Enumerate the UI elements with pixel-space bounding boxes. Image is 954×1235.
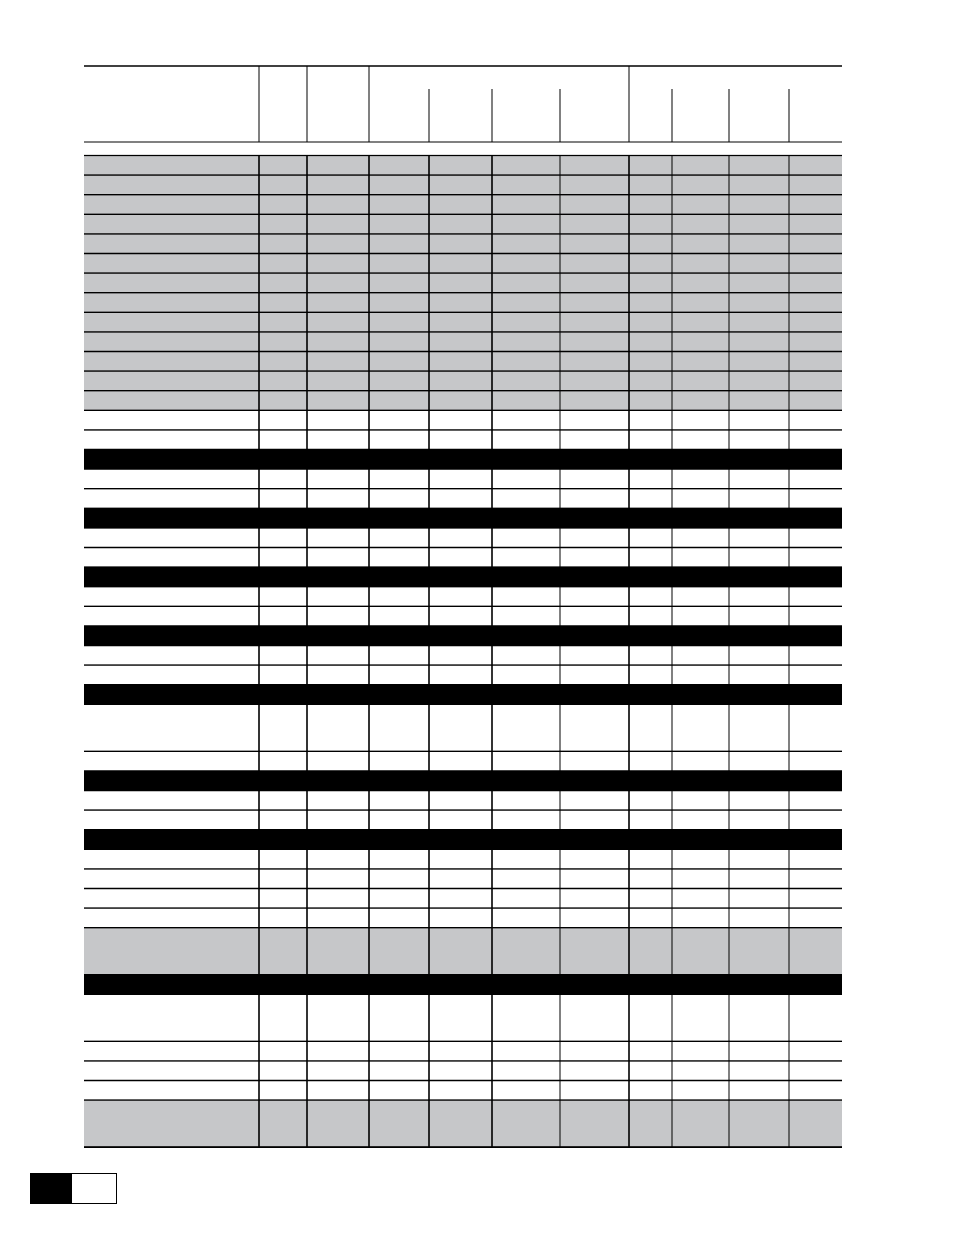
section-header-bar: [84, 771, 842, 791]
table-row: [84, 1061, 842, 1081]
table-row: [84, 889, 842, 909]
table-row: [84, 908, 842, 928]
table-row-shaded: [84, 332, 842, 352]
table-row: [84, 849, 842, 869]
section-header-bar: [84, 450, 842, 470]
table-row: [84, 410, 842, 430]
section-header-bar: [84, 975, 842, 995]
table-row-shaded: [84, 254, 842, 274]
table-row: [84, 646, 842, 666]
table-row: [84, 430, 842, 450]
section-header-bar: [84, 567, 842, 587]
table-row: [84, 548, 842, 568]
table-row-shaded: [84, 352, 842, 372]
table-row-shaded: [84, 293, 842, 313]
table-row: [84, 528, 842, 548]
table-row-shaded: [84, 312, 842, 332]
table-row: [84, 869, 842, 889]
table-row-shaded: [84, 928, 842, 975]
table-row: [84, 994, 842, 1041]
table-row-shaded: [84, 1100, 842, 1147]
table-row-shaded: [84, 234, 842, 254]
section-header-bar: [84, 830, 842, 850]
table-row-shaded: [84, 156, 842, 176]
table-row: [84, 469, 842, 489]
table-row: [84, 810, 842, 830]
section-header-bar: [84, 508, 842, 528]
page-tab: [30, 1173, 117, 1204]
table-row-shaded: [84, 214, 842, 234]
table-row: [84, 489, 842, 509]
table-row-shaded: [84, 371, 842, 391]
table-row: [84, 791, 842, 811]
table-row: [84, 751, 842, 771]
table-row: [84, 665, 842, 685]
table-row-shaded: [84, 175, 842, 195]
section-header-bar: [84, 685, 842, 705]
page-tab-dark-block: [31, 1174, 72, 1203]
table-row-shaded: [84, 195, 842, 215]
table-row: [84, 587, 842, 607]
table-row: [84, 704, 842, 751]
table-row-shaded: [84, 391, 842, 411]
table-row: [84, 1081, 842, 1101]
table-row-shaded: [84, 273, 842, 293]
table-row: [84, 1041, 842, 1061]
section-header-bar: [84, 626, 842, 646]
table-row: [84, 606, 842, 626]
